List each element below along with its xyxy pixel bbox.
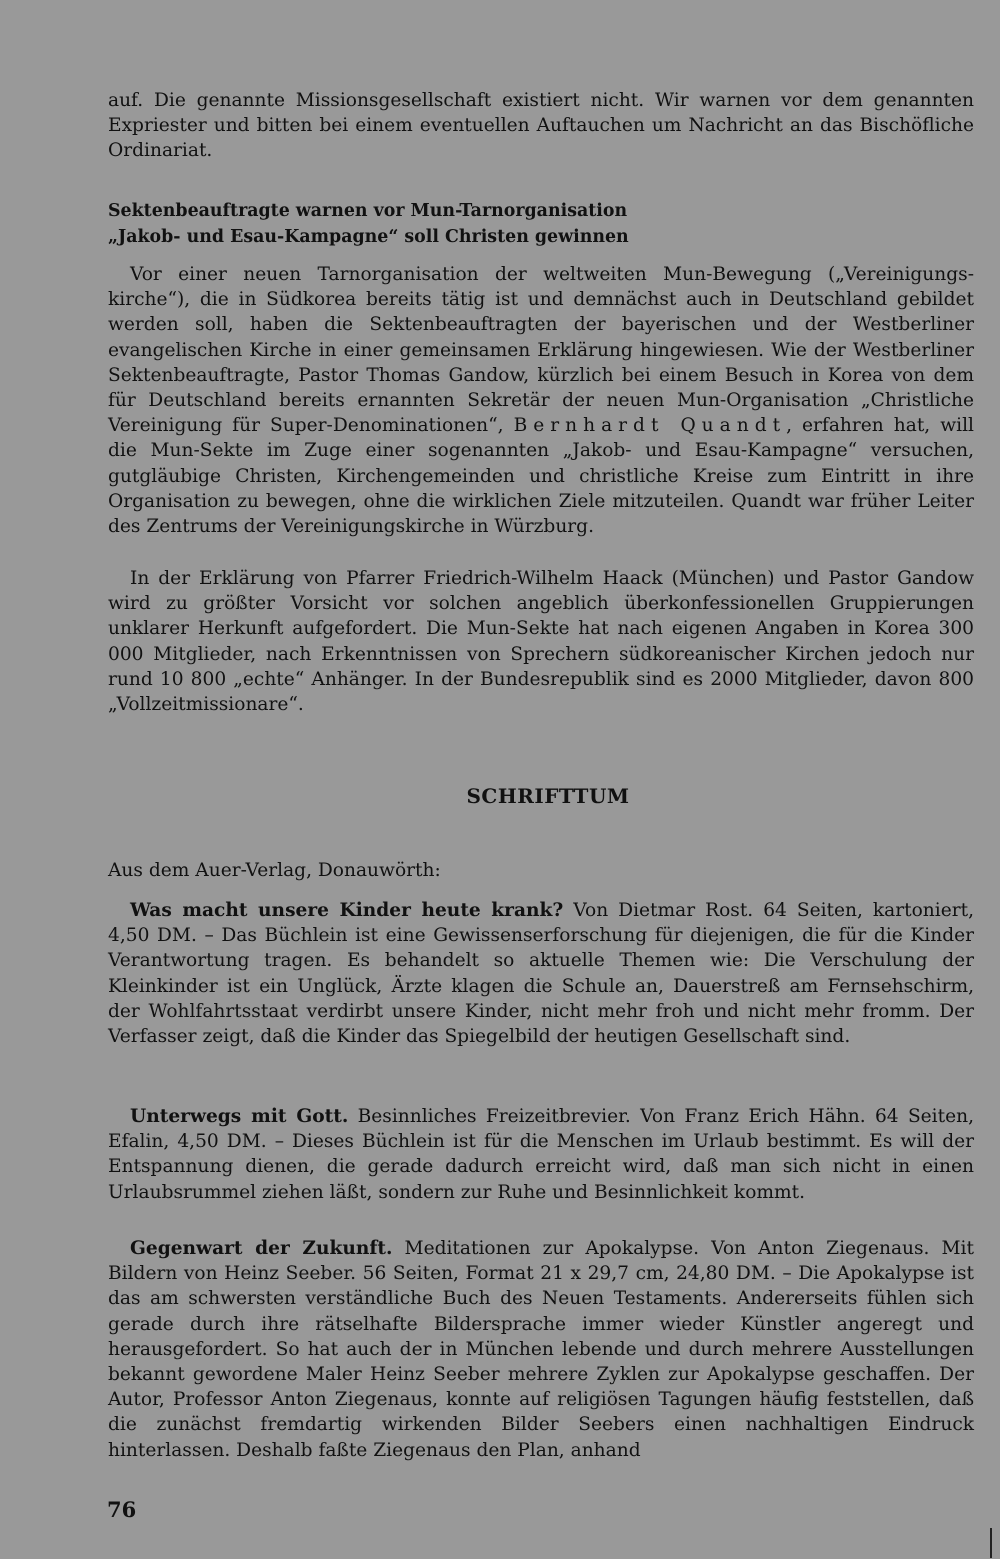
paragraph-intro: auf. Die genannte Missionsgesellschaft existiert nicht. Wir warnen vor dem genannten Expriester und bitten bei einem eventuellen Auftauchen um Nachricht an das Bischöfliche Ordinariat. [108, 90, 974, 162]
book-title-1: Was macht unsere Kinder heute krank? [130, 900, 564, 921]
paragraph-mun-warning-part-2: , erfahren hat, will die Mun-Sekte im Zuge einer sogenannten „Jakob- und Esau-Kampagne“ versuchen, gutgläubige Christen, Kirchengemeinden und christliche Kreise zum Eintritt in ihre Organisation zu bewegen, ohne die wirklichen Ziele mitzuteilen. Quandt war früher Leiter des Zentrums der Vereinigungskirche in Würzburg. [108, 415, 974, 538]
publisher-line: Aus dem Auer-Verlag, Donauwörth: [108, 860, 441, 881]
book-review-1 [108, 898, 974, 1049]
paragraph-haack-statement: In der Erklärung von Pfarrer Friedrich-Wilhelm Haack (München) und Pastor Gandow wird zu größter Vorsicht vor solchen angeblich überkonfessionellen Gruppierungen unklarer Herkunft aufgefordert. Die Mun-Sekte hat nach eigenen Angaben in Korea 300 000 Mitglieder, nach Erkenntnissen von Sprechern südkoreanischer Kirchen jedoch nur rund 10 800 „echte“ Anhänger. In der Bundesrepublik sind es 2000 Mitglieder, davon 800 „Vollzeitmissionare“. [108, 568, 974, 716]
paragraph-mun-warning-part-1: Vor einer neuen Tarnorganisation der weltweiten Mun-Bewegung („Vereinigungskirche“), die in Südkorea bereits tätig ist und demnächst auch in Deutschland gebildet werden soll, haben die Sektenbeauftragten der bayerischen und der Westberliner evangelischen Kirche in einer gemeinsamen Erklärung hingewiesen. Wie der Westberliner Sektenbeauftragte, Pastor Thomas Gandow, kürzlich bei einem Besuch in Korea von dem für Deutschland bereits ernannten Sekretär der neuen Mun-Organisation „Christliche Vereinigung für Super-Denominationen“, [108, 264, 974, 437]
page-number: 76 [107, 1497, 137, 1522]
book-text-1: Von Dietmar Rost. 64 Seiten, kartoniert, 4,50 DM. – Das Büchlein ist eine Gewissenserforschung für diejenigen, die für die Kinder Verantwortung tragen. Es behandelt so aktuelle Themen wie: Die Verschulung der Kleinkinder ist ein Unglück, Ärzte klagen die Schule an, Dauerstreß am Fernsehschirm, der Wohlfahrtsstaat verdirbt unsere Kinder, nicht mehr froh und nicht mehr fromm. Der Verfasser zeigt, daß die Kinder das Spiegelbild der heutigen Gesellschaft sind. [108, 900, 974, 1048]
book-text-2: Besinnliches Freizeitbrevier. Von Franz Erich Hähn. 64 Seiten, Efalin, 4,50 DM. – Dieses Büchlein ist für die Menschen im Urlaub bestimmt. Es will der Entspannung dienen, die gerade dadurch erreicht wird, daß man sich nicht in einen Urlaubsrummel ziehen läßt, sondern zur Ruhe und Besinnlichkeit kommt. [108, 1106, 974, 1203]
book-review-3 [108, 1236, 974, 1463]
paragraph-mun-warning [108, 262, 974, 539]
book-review-2 [108, 1104, 974, 1205]
schrifttum-heading: SCHRIFTTUM [466, 784, 630, 808]
section-heading-line-1: Sektenbeauftragte warnen vor Mun-Tarnorganisation [108, 201, 628, 221]
book-title-2: Unterwegs mit Gott. [130, 1106, 349, 1127]
person-name-spaced: Bernhardt Quandt [513, 415, 787, 437]
book-title-3: Gegenwart der Zukunft. [130, 1238, 393, 1259]
section-heading [108, 198, 974, 250]
section-heading-line-2: „Jakob- und Esau-Kampagne“ soll Christen gewinnen [108, 227, 629, 247]
scan-edge-mark [990, 1528, 992, 1558]
book-text-3: Meditationen zur Apokalypse. Von Anton Ziegenaus. Mit Bildern von Heinz Seeber. 56 Seiten, Format 21 x 29,7 cm, 24,80 DM. – Die Apokalypse ist das am schwersten verständliche Buch des Neuen Testaments. Andererseits fühlen sich gerade durch ihre rätselhafte Bildersprache immer wieder Künstler angeregt und herausgefordert. So hat auch der in München lebende und durch mehrere Ausstellungen bekannt gewordene Maler Heinz Seeber mehrere Zyklen zur Apokalypse geschaffen. Der Autor, Professor Anton Ziegenaus, konnte auf religiösen Tagungen häufig feststellen, daß die zunächst fremdartig wirkenden Bilder Seebers einen nachhaltigen Eindruck hinterlassen. Deshalb faßte Ziegenaus den Plan, anhand [108, 1238, 974, 1461]
